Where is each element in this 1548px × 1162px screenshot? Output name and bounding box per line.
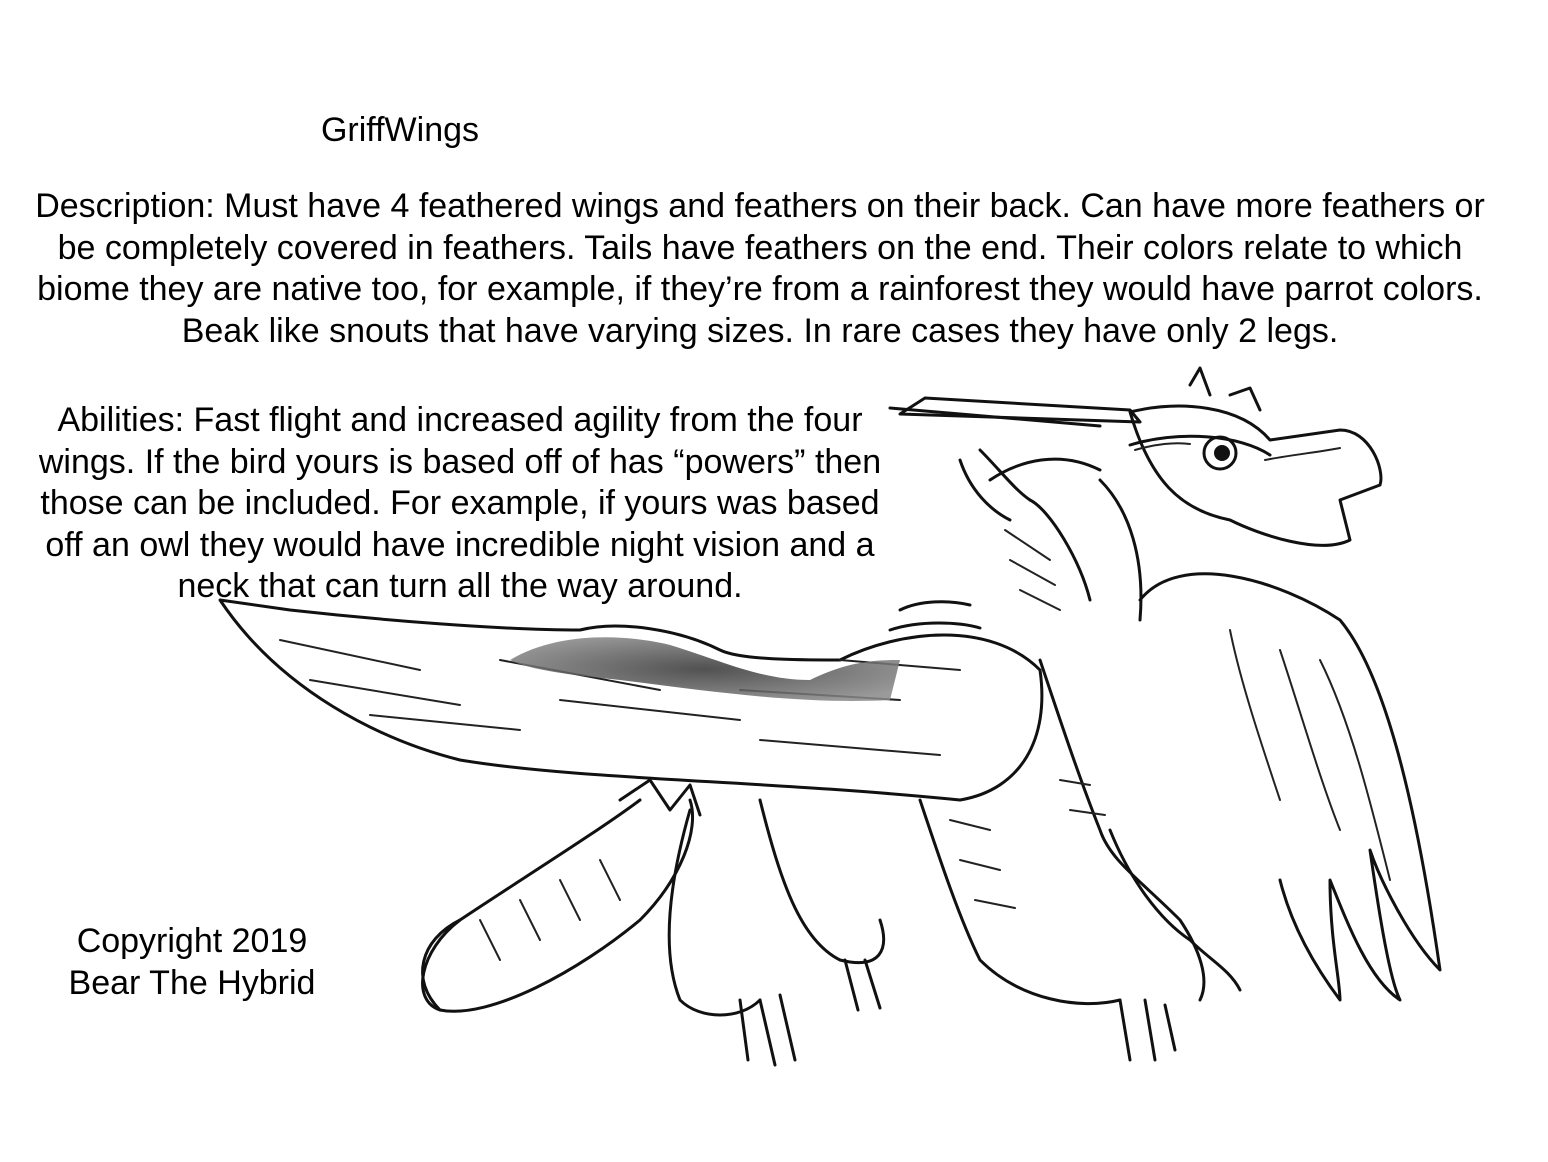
copyright-line: Copyright 2019 (76, 922, 308, 960)
page-title: GriffWings (320, 111, 480, 149)
abilities-text: Abilities: Fast flight and increased agility from the four wings. If the bird yours is based off of has “powers” then those can be included. For example, if yours was based off an owl they would have incredible night vision and a neck that can turn all the way around. (38, 401, 882, 605)
description-text: Description: Must have 4 feathered wings and feathers on their back. Can have more feathers or be completely covered in feathers. Tails have feathers on the end. Their colors relate to which biome they are native too, for example, if they’re from a rainforest they would have parrot colors. Beak like snouts that have varying sizes. In rare cases they have only 2 legs. (35, 187, 1485, 350)
author-line: Bear The Hybrid (68, 964, 316, 1002)
